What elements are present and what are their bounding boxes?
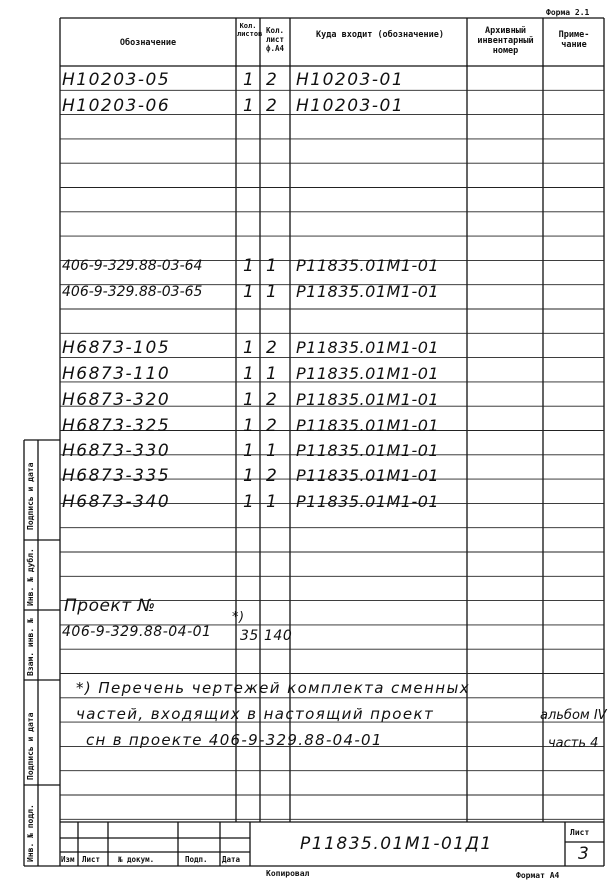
row-sheets-a4: 1 xyxy=(266,256,278,276)
row-designation: H6873-335 xyxy=(62,466,171,486)
footnote-note-1: альбом IV xyxy=(540,708,607,723)
row-sheets-count: 1 xyxy=(243,338,255,358)
row-where-used: P11835.01M1-01 xyxy=(296,338,440,357)
stamp-col-change: Изм xyxy=(61,855,75,864)
row-sheets-a4: 2 xyxy=(266,416,278,436)
row-sheets-a4: 2 xyxy=(266,338,278,358)
row-sheets-count: 1 xyxy=(243,282,255,302)
row-sheets-count: 1 xyxy=(243,390,255,410)
row-sheets-count: 1 xyxy=(243,70,255,90)
stamp-col-sheet: Лист xyxy=(82,855,101,864)
row-where-used: P11835.01M1-01 xyxy=(296,256,440,275)
row-sheets-count: 1 xyxy=(243,96,255,116)
row-sheets-count: 1 xyxy=(243,256,255,276)
row-designation: H6873-105 xyxy=(62,338,171,358)
header-designation: Обозначение xyxy=(119,38,177,48)
footnote-line-2: частей, входящих в настоящий проект xyxy=(76,705,435,723)
header-sheets-count: Кол. листов xyxy=(237,22,263,38)
row-where-used: P11835.01M1-01 xyxy=(296,441,440,460)
project-number: 406-9-329.88-04-01 xyxy=(62,624,212,640)
header-where-used: Куда входит (обозначение) xyxy=(316,30,444,40)
footer-format: Формат А4 xyxy=(516,871,560,880)
header-note: Приме- чание xyxy=(558,30,590,50)
header-sheets-a4: Кол. лист ф.А4 xyxy=(265,26,285,53)
row-designation: H6873-320 xyxy=(62,390,171,410)
row-designation: H10203-05 xyxy=(62,70,171,90)
row-sheets-count: 1 xyxy=(243,466,255,486)
row-where-used: P11835.01M1-01 xyxy=(296,390,440,409)
header-archive-number: Архивный инвентарный номер xyxy=(477,26,534,56)
row-where-used: P11835.01M1-01 xyxy=(296,416,440,435)
form-label: Форма 2.1 xyxy=(546,8,590,17)
row-sheets-a4: 1 xyxy=(266,492,278,512)
row-designation: H6873-110 xyxy=(62,364,171,384)
row-sheets-a4: 2 xyxy=(266,466,278,486)
stamp-sheet-label: Лист xyxy=(570,828,590,837)
project-count: 35 xyxy=(240,628,259,644)
project-mark: *) xyxy=(232,610,245,625)
row-designation: H6873-325 xyxy=(62,416,171,436)
side-label-replacement-inv: Взам. инв. № xyxy=(26,618,35,676)
row-where-used: P11835.01M1-01 xyxy=(296,364,440,383)
stamp-col-signature: Подп. xyxy=(185,855,208,864)
row-sheets-a4: 1 xyxy=(266,282,278,302)
row-sheets-count: 1 xyxy=(243,416,255,436)
row-where-used: P11835.01M1-01 xyxy=(296,282,440,301)
row-designation: H10203-06 xyxy=(62,96,171,116)
side-label-original-inv: Инв. № подл. xyxy=(26,804,35,862)
side-label-duplicate-inv: Инв. № дубл. xyxy=(26,548,35,606)
footnote-note-2: часть 4 xyxy=(548,736,599,751)
stamp-designation: P11835.01M1-01Д1 xyxy=(300,834,493,854)
row-sheets-a4: 2 xyxy=(266,390,278,410)
side-label-signature-date-2: Подпись и дата xyxy=(26,712,35,780)
footer-copied: Копировал xyxy=(266,869,310,878)
row-designation: 406-9-329.88-03-64 xyxy=(62,258,203,274)
row-sheets-a4: 1 xyxy=(266,441,278,461)
row-designation: H6873-340 xyxy=(62,492,171,512)
row-sheets-a4: 1 xyxy=(266,364,278,384)
row-sheets-a4: 2 xyxy=(266,96,278,116)
row-designation: H6873-330 xyxy=(62,441,171,461)
row-designation: 406-9-329.88-03-65 xyxy=(62,284,203,300)
footnote-line-3: сн в проекте 406-9-329.88-04-01 xyxy=(86,731,383,749)
project-label: Проект № xyxy=(64,596,156,616)
side-label-signature-date-1: Подпись и дата xyxy=(26,462,35,530)
row-where-used: P11835.01M1-01 xyxy=(296,466,440,485)
row-sheets-count: 1 xyxy=(243,492,255,512)
row-sheets-a4: 2 xyxy=(266,70,278,90)
project-a4: 140 xyxy=(264,628,293,644)
row-where-used: H10203-01 xyxy=(296,96,405,116)
row-sheets-count: 1 xyxy=(243,364,255,384)
stamp-col-date: Дата xyxy=(222,855,241,864)
row-where-used: H10203-01 xyxy=(296,70,405,90)
row-where-used: P11835.01M1-01 xyxy=(296,492,440,511)
stamp-sheet-number: 3 xyxy=(578,844,590,864)
stamp-col-document: № докум. xyxy=(118,855,155,864)
footnote-line-1: *) Перечень чертежей комплекта сменных xyxy=(76,679,470,697)
row-sheets-count: 1 xyxy=(243,441,255,461)
